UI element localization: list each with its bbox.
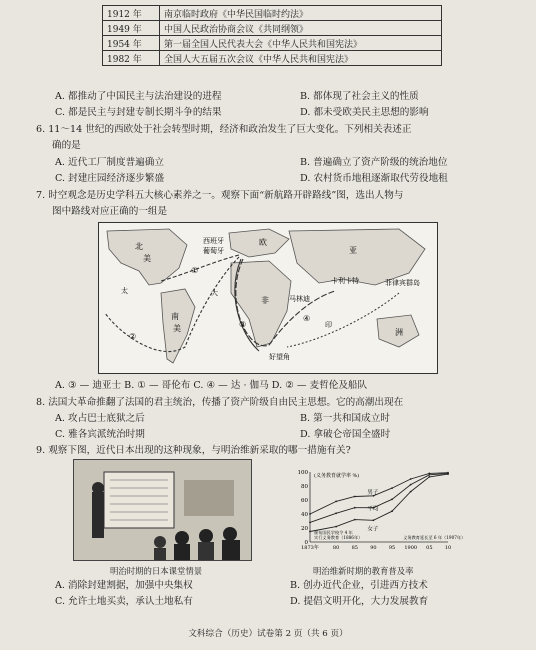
series-line [310,474,448,531]
label-atlantic: 大 [211,289,218,297]
table-event-cell: 第一届全国人民代表大会《中华人民共和国宪法》 [160,36,442,51]
data-point [391,498,393,500]
label-calicut: 卡利卡特 [331,277,359,285]
q9-option-d: D. 提倡文明开化，大力发展教育 [290,596,429,607]
data-point [309,531,311,533]
x-tick-label: 80 [332,545,340,551]
q6-stem-line1: 6. 11～14 世纪的西欧处于社会转型时期，经济和政治发生了巨大变化。下列相关表述正 [36,124,412,135]
data-point [309,513,311,515]
q6-option-d: D. 农村货币地租逐渐取代劳役地租 [300,173,448,184]
data-point [354,507,356,509]
q6-option-c: C. 封建庄园经济逐步繁盛 [55,173,165,184]
label-europe: 欧 [259,238,267,247]
y-tick-label: 100 [297,470,308,476]
q9-option-b: B. 创办近代企业，引进西方技术 [290,580,428,591]
x-tick-label: 95 [388,545,396,551]
x-tick-label: 90 [370,545,377,551]
label-south-2: 美 [173,324,181,333]
q8-option-a: A. 攻占巴士底狱之后 [55,413,145,424]
y-tick-label: 60 [301,498,308,504]
table-row [103,21,442,36]
data-point [410,491,412,493]
q7-options: A. ③ — 迪亚士 B. ① — 哥伦布 C. ④ — 达 · 伽马 D. ② — 麦哲伦及船队 [55,380,368,391]
label-route-2: ② [129,332,137,341]
y-tick-label: 80 [301,484,308,490]
label-route-3: ③ [239,320,247,329]
y-tick-label: 0 [304,540,308,546]
data-point [335,512,337,514]
education-chart-svg [288,462,466,562]
q5-option-b: B. 都体现了社会主义的性质 [300,91,419,102]
q5-option-a: A. 都推动了中国民主与法治建设的进程 [55,91,222,102]
data-point [335,526,337,528]
table-row [103,36,442,51]
data-point [410,484,412,486]
data-point [391,510,393,512]
series-label: 平均 [367,506,379,513]
new-sea-route-map [98,222,438,374]
table-year-cell: 1912 年 [103,6,160,21]
table-year-cell: 1949 年 [103,21,160,36]
label-goodhope: 好望角 [269,353,290,361]
classroom-illustration [74,460,251,560]
x-tick-label: 1873年 [301,545,319,551]
q5-option-d: D. 都未受欧美民主思想的影响 [300,107,429,118]
data-point [354,519,356,521]
table-event-cell: 中国人民政治协商会议《共同纲领》 [160,21,442,36]
x-tick-label: 1900 [404,545,418,551]
q8-option-d: D. 拿破仑帝国全盛时 [300,429,391,440]
label-asia: 亚 [349,246,357,255]
label-spain: 西班牙 [203,237,224,245]
table-year-cell: 1954 年 [103,36,160,51]
data-point [354,496,356,498]
label-north-2: 美 [143,254,151,263]
series-line [310,473,448,522]
q8-stem: 8. 法国大革命推翻了法国的君主统治，传播了资产阶级自由民主思想。它的高潮出现在 [36,397,404,408]
chart-caption: 明治维新时期的教育普及率 [313,566,414,576]
data-point [335,501,337,503]
label-route-4: ④ [303,314,311,323]
education-rate-chart [288,462,466,562]
q8-option-b: B. 第一共和国成立时 [300,413,390,424]
q9-stem: 9. 观察下图，近代日本出现的这种现象，与明治维新采取的哪一措施有关? [36,445,351,456]
q7-stem-line2: 图中路线对应正确的一组是 [52,206,168,217]
label-indian: 印 [325,321,332,329]
data-point [309,522,311,524]
q6-stem-line2: 确的是 [52,140,81,151]
annotation: 颁布国民学校令 4 年 [314,530,353,535]
classroom-photo [73,459,252,561]
series-label: 男子 [367,489,379,496]
data-point [447,473,449,475]
q9-option-c: C. 允许土地买卖，承认土地私有 [55,596,193,607]
table-event-cell: 全国人大五届五次会议《中华人民共和国宪法》 [160,51,442,66]
table-row [103,6,442,21]
q5-option-c: C. 都是民主与封建专制长期斗争的结果 [55,107,222,118]
x-tick-label: 85 [351,545,358,551]
annotation: 义务教育延长至 6 年（1907年） [403,535,466,540]
q7-stem-line1: 7. 时空观念是历史学科五大核心素养之一。观察下面“新航路开辟路线”图，选出人物与 [36,190,404,201]
label-portugal: 葡萄牙 [203,247,224,255]
label-pacific: 太 [121,287,128,295]
route-map-svg [99,223,437,373]
series-label: 女子 [367,526,379,533]
y-tick-label: 20 [301,526,308,532]
data-point [373,519,375,521]
table-event-cell: 南京临时政府《中华民国临时约法》 [160,6,442,21]
q6-option-a: A. 近代工厂制度普遍确立 [55,157,164,168]
data-point [428,476,430,478]
label-philippines: 菲律宾群岛 [385,279,420,287]
q8-option-c: C. 雅各宾派统治时期 [55,429,145,440]
label-route-1: ① [191,266,199,275]
label-mali: 马林迪 [289,295,310,303]
y-tick-label: 40 [301,512,308,518]
q9-option-a: A. 消除封建割据，加强中央集权 [55,580,193,591]
data-point [410,478,412,480]
y-axis-label: (义务教育就学率 %) [314,473,360,479]
annotation: 实行义务教育（1886年） [314,535,363,540]
x-tick-label: 05 [426,545,433,551]
constitution-table [102,5,442,66]
photo-caption: 明治时期的日本课堂情景 [110,566,203,576]
page-footer: 文科综合（历史）试卷第 2 页（共 6 页） [188,629,348,639]
x-tick-label: 10 [444,545,452,551]
data-point [428,474,430,476]
label-africa: 非 [261,296,269,305]
label-oceania: 洲 [395,328,403,337]
table-year-cell: 1982 年 [103,51,160,66]
table-row [103,51,442,66]
label-north: 北 [135,242,143,251]
q6-option-b: B. 普遍确立了资产阶级的统治地位 [300,157,448,168]
data-point [391,487,393,489]
label-south: 南 [171,312,179,321]
